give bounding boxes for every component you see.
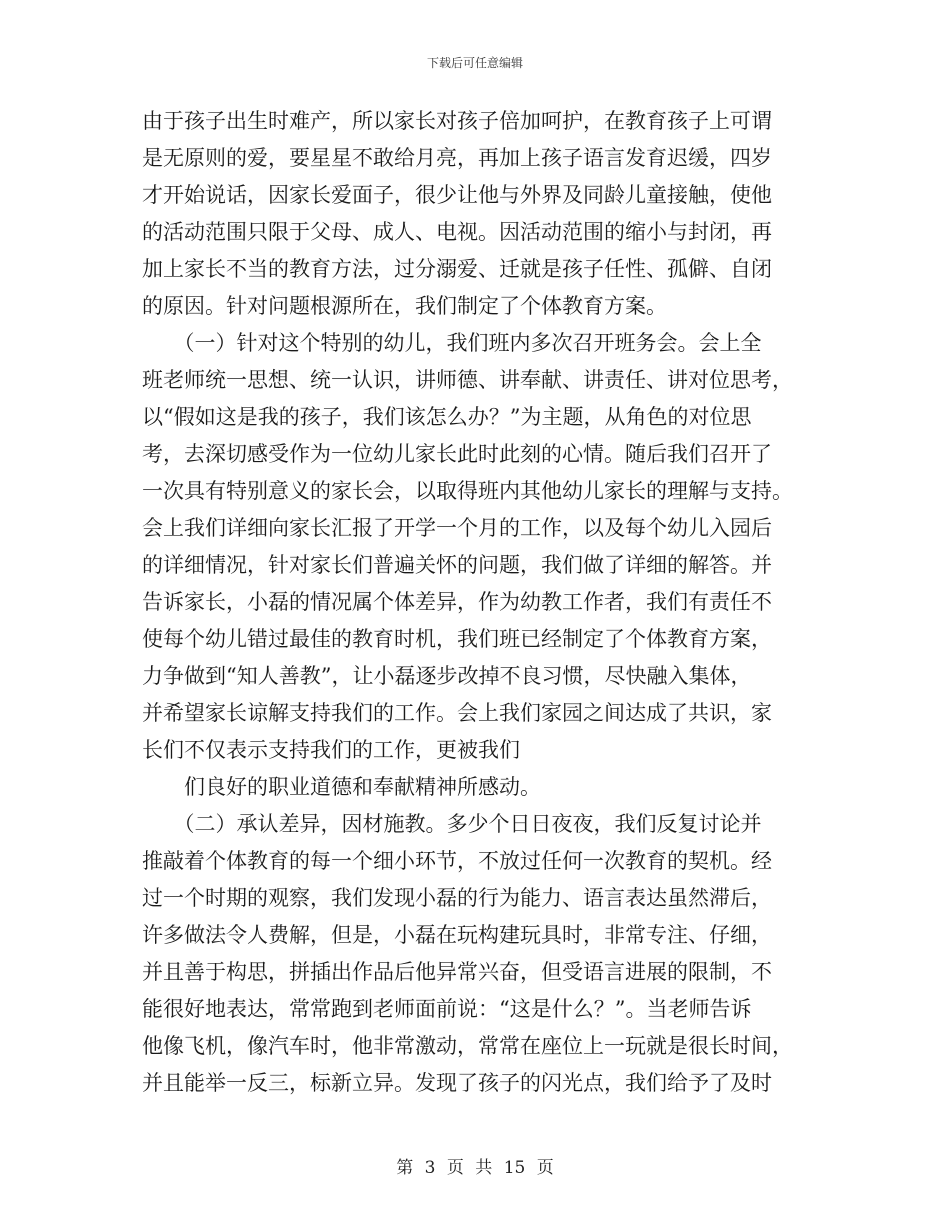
text-line: 们良好的职业道德和奉献精神所感动。 (142, 775, 541, 799)
text-line: 的活动范围只限于父母、成人、电视。因活动范围的缩小与封闭，再 (142, 220, 772, 244)
text-line: 力争做到“知人善教”，让小磊逐步改掉不良习惯，尽快融入集体， (142, 664, 752, 688)
text-line: 并希望家长谅解支持我们的工作。会上我们家园之间达成了共识，家 (142, 701, 772, 725)
text-line: 是无原则的爱，要星星不敢给月亮，再加上孩子语言发育迟缓，四岁 (142, 146, 772, 170)
text-line: 加上家长不当的教育方法，过分溺爱、迁就是孩子任性、孤僻、自闭 (142, 257, 772, 281)
text-line: 使每个幼儿错过最佳的教育时机，我们班已经制定了个体教育方案， (142, 627, 772, 651)
text-line: 告诉家长，小磊的情况属个体差异，作为幼教工作者，我们有责任不 (142, 590, 772, 614)
text-line: （一）针对这个特别的幼儿，我们班内多次召开班务会。会上全 (142, 331, 762, 355)
text-line: 以“假如这是我的孩子，我们该怎么办？”为主题，从角色的对位思 (142, 405, 752, 429)
page-header-note: 下载后可任意编辑 (426, 56, 523, 70)
text-line: 的原因。针对问题根源所在，我们制定了个体教育方案。 (142, 294, 667, 318)
text-line: 他像飞机，像汽车时，他非常激动，常常在座位上一玩就是很长时间， (142, 1034, 793, 1058)
text-line: 能很好地表达，常常跑到老师面前说：“这是什么？”。当老师告诉 (142, 997, 752, 1021)
text-line: 过一个时期的观察，我们发现小磊的行为能力、语言表达虽然滞后， (142, 886, 772, 910)
text-line: 一次具有特别意义的家长会，以取得班内其他幼儿家长的理解与支持。 (142, 479, 793, 503)
text-line: 考，去深切感受作为一位幼儿家长此时此刻的心情。随后我们召开了 (142, 442, 772, 466)
text-line: 长们不仅表示支持我们的工作，更被我们 (142, 738, 520, 762)
text-line: 会上我们详细向家长汇报了开学一个月的工作，以及每个幼儿入园后 (142, 516, 772, 540)
text-line: 并且能举一反三，标新立异。发现了孩子的闪光点，我们给予了及时 (142, 1071, 772, 1095)
text-line: 班老师统一思想、统一认识，讲师德、讲奉献、讲责任、讲对位思考， (142, 368, 793, 392)
text-line: 的详细情况，针对家长们普遍关怀的问题，我们做了详细的解答。并 (142, 553, 772, 577)
text-line: 许多做法令人费解，但是，小磊在玩构建玩具时，非常专注、仔细， (142, 923, 772, 947)
page-number-footer: 第 3 页 共 15 页 (396, 1158, 554, 1178)
text-line: 由于孩子出生时难产，所以家长对孩子倍加呵护，在教育孩子上可谓 (142, 109, 772, 133)
body-text (142, 103, 802, 1102)
text-line: 才开始说话，因家长爱面子，很少让他与外界及同龄儿童接触，使他 (142, 183, 772, 207)
text-line: 并且善于构思，拼插出作品后他异常兴奋，但受语言进展的限制，不 (142, 960, 772, 984)
text-line: 推敲着个体教育的每一个细小环节，不放过任何一次教育的契机。经 (142, 849, 772, 873)
text-line: （二）承认差异，因材施教。多少个日日夜夜，我们反复讨论并 (142, 812, 762, 836)
